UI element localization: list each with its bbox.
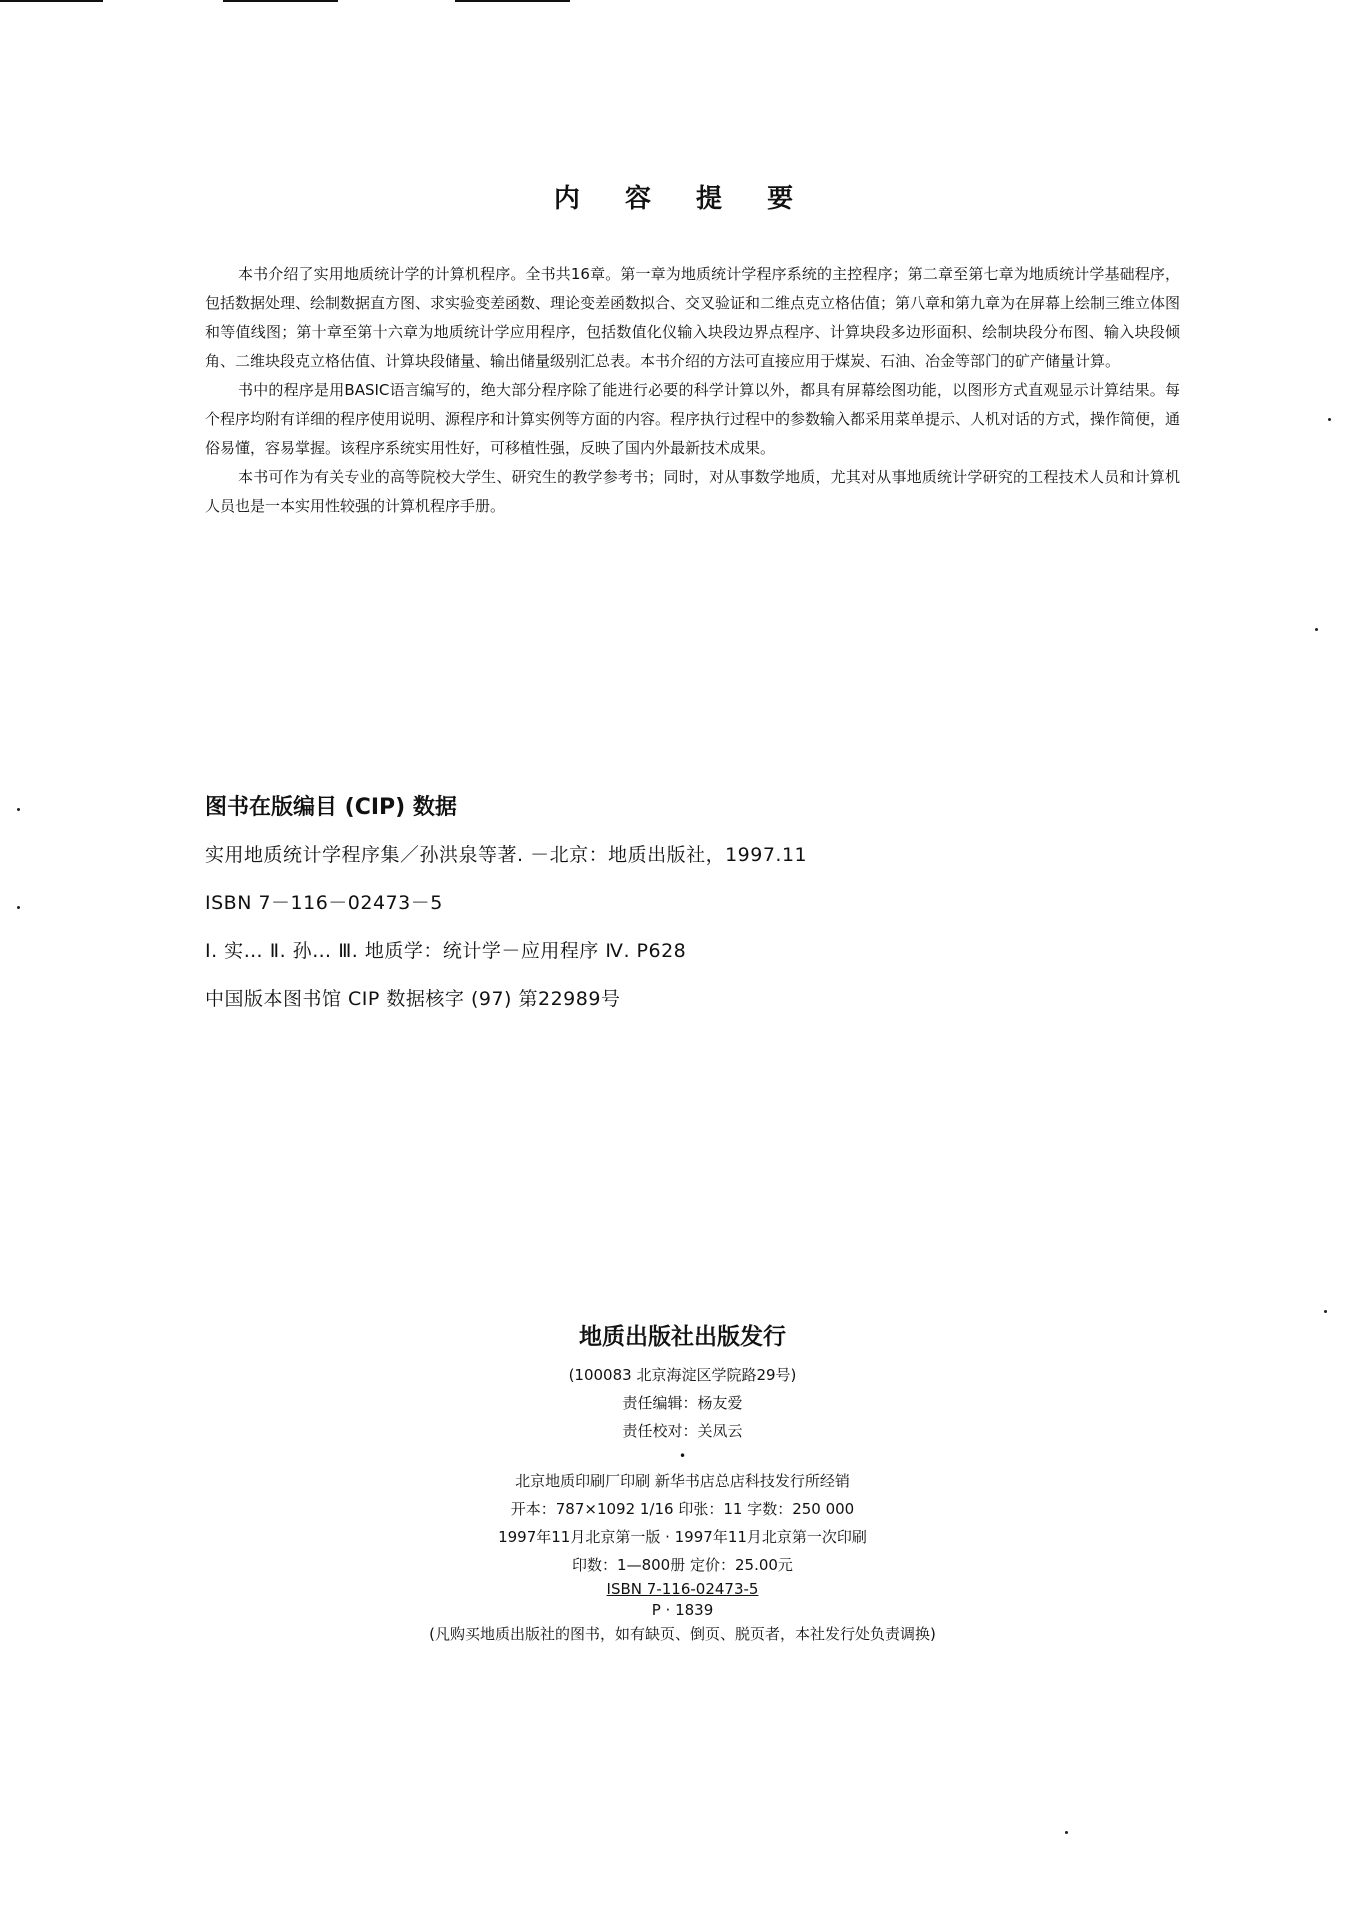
abstract-paragraph: 本书可作为有关专业的高等院校大学生、研究生的教学参考书；同时，对从事数学地质，尤其对从事地质统计学研究的工程技术人员和计算机人员也是一本实用性较强的计算机程序手册。 [205, 468, 1180, 515]
imprint-block [0, 1318, 1365, 1647]
scan-speck [1065, 1831, 1068, 1834]
scan-speck [1315, 628, 1318, 631]
top-rule-right [455, 0, 570, 2]
edition-line: 1997年11月北京第一版 · 1997年11月北京第一次印刷 [498, 1528, 867, 1546]
cip-heading: 图书在版编目 (CIP) 数据 [205, 795, 457, 820]
abstract-paragraph: 书中的程序是用BASIC语言编写的，绝大部分程序除了能进行必要的科学计算以外，都具有屏幕绘图功能，以图形方式直观显示计算结果。每个程序均附有详细的程序使用说明、源程序和计算实例等方面的内容。程序执行过程中的参数输入都采用菜单提示、人机对话的方式，操作简便，通俗易懂，容易掌握。该程序系统实用性好，可移植性强，反映了国内外最新技术成果。 [205, 381, 1181, 457]
imprint-isbn: ISBN 7-116-02473-5 [606, 1580, 759, 1598]
publisher-address: (100083 北京海淀区学院路29号) [568, 1366, 797, 1384]
cip-record-line: 中国版本图书馆 CIP 数据核字 (97) 第22989号 [205, 988, 621, 1010]
print-run-line: 印数：1—800册 定价：25.00元 [572, 1556, 793, 1574]
responsible-proofreader: 责任校对：关凤云 [622, 1422, 743, 1440]
top-rule-left [0, 0, 103, 2]
cip-title-line: 实用地质统计学程序集／孙洪泉等著. －北京：地质出版社，1997.11 [205, 844, 808, 866]
abstract-title: 内 容 提 要 [553, 184, 812, 214]
scan-speck [1324, 1310, 1327, 1313]
scan-speck [17, 906, 20, 909]
return-policy-note: (凡购买地质出版社的图书，如有缺页、倒页、脱页者，本社发行处负责调换) [429, 1625, 936, 1643]
responsible-editor: 责任编辑：杨友爱 [622, 1394, 743, 1412]
top-rule-middle [223, 0, 338, 2]
abstract-body [205, 260, 1180, 521]
separator-bullet: • [678, 1449, 687, 1463]
scan-speck [1328, 418, 1331, 421]
format-line: 开本：787×1092 1/16 印张：11 字数：250 000 [510, 1500, 855, 1518]
abstract-paragraph: 本书介绍了实用地质统计学的计算机程序。全书共16章。第一章为地质统计学程序系统的主控程序；第二章至第七章为地质统计学基础程序，包括数据处理、绘制数据直方图、求实验变差函数、理论变差函数拟合、交叉验证和二维点克立格估值；第八章和第九章为在屏幕上绘制三维立体图和等值线图；第十章至第十六章为地质统计学应用程序，包括数值化仪输入块段边界点程序、计算块段多边形面积、绘制块段分布图、输入块段倾角、二维块段克立格估值、计算块段储量、输出储量级别汇总表。本书介绍的方法可直接应用于煤炭、石油、冶金等部门的矿产储量计算。 [205, 265, 1181, 370]
cip-subject-line: Ⅰ. 实… Ⅱ. 孙… Ⅲ. 地质学：统计学－应用程序 Ⅳ. P628 [205, 940, 687, 962]
publisher-name: 地质出版社出版发行 [579, 1324, 786, 1350]
cip-isbn-line: ISBN 7－116－02473－5 [205, 892, 443, 914]
scan-speck [17, 808, 20, 811]
printer-line: 北京地质印刷厂印刷 新华书店总店科技发行所经销 [515, 1472, 850, 1490]
catalog-number: P · 1839 [651, 1601, 714, 1619]
